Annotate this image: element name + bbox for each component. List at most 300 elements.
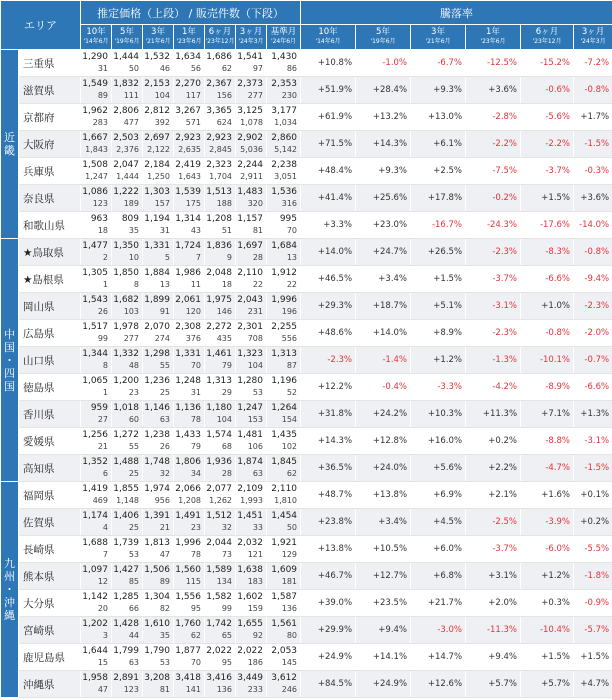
price-count-cell xyxy=(81,455,112,482)
sales-count: 73 xyxy=(221,550,232,559)
price-count-cell xyxy=(236,266,267,293)
price-count-cell xyxy=(236,509,267,536)
change-rate: +0.3% xyxy=(521,590,574,617)
estimated-price: 995 xyxy=(279,214,298,224)
estimated-price: 2,077 xyxy=(206,484,232,494)
estimated-price: 1,962 xyxy=(82,106,108,116)
change-rate: -1.5% xyxy=(574,131,612,158)
sales-count: 1,810 xyxy=(274,496,298,505)
change-rate: +12.8% xyxy=(356,428,411,455)
prefecture-name: 和歌山県 xyxy=(19,212,81,239)
sales-count: 31 xyxy=(159,226,170,235)
price-count-cell xyxy=(81,104,112,131)
price-count-cell xyxy=(143,482,174,509)
change-rate: +3.4% xyxy=(356,509,411,536)
price-count-cell xyxy=(81,212,112,239)
sales-count: 2,376 xyxy=(116,145,139,154)
price-col-period: 基準月 xyxy=(270,27,297,37)
sales-count: 231 xyxy=(247,307,263,316)
change-rate: -2.2% xyxy=(521,131,574,158)
table-row xyxy=(1,563,612,590)
sales-count: 283 xyxy=(92,118,108,127)
change-rate: -0.9% xyxy=(574,590,612,617)
sales-count: 121 xyxy=(247,550,263,559)
price-count-cell xyxy=(236,671,267,698)
sales-count: 70 xyxy=(190,658,201,667)
price-count-cell xyxy=(112,590,143,617)
change-rate: -17.6% xyxy=(521,212,574,239)
change-rate: +31.8% xyxy=(301,401,356,428)
estimated-price: 2,061 xyxy=(175,295,201,305)
estimated-price: 1,742 xyxy=(206,619,232,629)
price-count-cell xyxy=(205,266,236,293)
change-rate: +24.7% xyxy=(356,239,411,266)
price-count-cell xyxy=(236,77,267,104)
sales-count: 104 xyxy=(154,91,170,100)
change-rate: +13.8% xyxy=(301,536,356,563)
table-row xyxy=(1,644,612,671)
price-count-cell xyxy=(267,50,301,77)
price-count-cell xyxy=(205,347,236,374)
sales-count: 104 xyxy=(216,415,232,424)
estimated-price: 2,806 xyxy=(113,106,139,116)
estimated-price: 2,812 xyxy=(144,106,170,116)
estimated-price: 1,832 xyxy=(113,79,139,89)
table-row xyxy=(1,617,612,644)
price-count-cell xyxy=(236,401,267,428)
sales-count: 277 xyxy=(123,334,139,343)
price-count-cell xyxy=(236,185,267,212)
estimated-price: 1,280 xyxy=(237,376,263,386)
sales-count: 85 xyxy=(128,577,139,586)
table-row xyxy=(1,455,612,482)
sales-count: 154 xyxy=(281,415,298,424)
sales-count: 21 xyxy=(159,523,170,532)
estimated-price: 2,923 xyxy=(175,133,201,143)
region-label xyxy=(1,482,19,698)
change-rate: +21.7% xyxy=(411,590,466,617)
estimated-price: 1,136 xyxy=(175,403,201,413)
change-rate: +5.6% xyxy=(411,455,466,482)
sales-count: 22 xyxy=(252,280,263,289)
price-count-cell xyxy=(143,320,174,347)
change-rate: +10.8% xyxy=(301,50,356,77)
estimated-price: 1,272 xyxy=(113,430,139,440)
price-col-period: 10年 xyxy=(86,27,106,37)
sales-count: 79 xyxy=(190,442,201,451)
sales-count: 79 xyxy=(221,361,232,370)
sales-count: 70 xyxy=(286,226,298,235)
change-rate: +5.7% xyxy=(466,671,521,698)
change-rate: +24.2% xyxy=(356,401,411,428)
change-rate: -15.2% xyxy=(521,50,574,77)
sales-count: 2,845 xyxy=(209,145,232,154)
price-count-cell xyxy=(81,239,112,266)
estimated-price: 1,406 xyxy=(113,511,139,521)
sales-count: 81 xyxy=(252,226,263,235)
change-col-period: 6ヶ月 xyxy=(535,27,559,37)
sales-count: 115 xyxy=(185,577,201,586)
change-rate: +14.0% xyxy=(356,320,411,347)
price-count-cell xyxy=(174,374,205,401)
change-rate: -16.7% xyxy=(411,212,466,239)
estimated-price: 1,303 xyxy=(144,187,170,197)
estimated-price: 1,543 xyxy=(82,295,108,305)
price-count-cell xyxy=(267,482,301,509)
sales-count: 123 xyxy=(123,685,139,694)
change-rate: -14.0% xyxy=(574,212,612,239)
change-rate: +84.5% xyxy=(301,671,356,698)
prefecture-name: 岡山県 xyxy=(19,293,81,320)
estimated-price: 1,290 xyxy=(82,52,108,62)
sales-count: 376 xyxy=(185,334,201,343)
sales-count: 25 xyxy=(128,469,139,478)
price-count-cell xyxy=(205,320,236,347)
price-group-header: 推定価格（上段） / 販売件数（下段） xyxy=(81,1,301,25)
price-col-date: '14年6月 xyxy=(83,38,109,45)
sales-count: 145 xyxy=(281,658,298,667)
change-rate: +14.7% xyxy=(411,644,466,671)
estimated-price: 1,836 xyxy=(206,241,232,251)
sales-count: 68 xyxy=(221,442,232,451)
sales-count: 277 xyxy=(247,91,263,100)
change-rate: -0.7% xyxy=(574,347,612,374)
estimated-price: 1,556 xyxy=(175,592,201,602)
prefecture-name: 兵庫県 xyxy=(19,158,81,185)
change-rate: -1.5% xyxy=(574,455,612,482)
estimated-price: 2,022 xyxy=(206,646,232,656)
estimated-price: 1,697 xyxy=(237,241,263,251)
sales-count: 320 xyxy=(247,199,263,208)
price-count-cell xyxy=(205,212,236,239)
estimated-price: 3,365 xyxy=(206,106,232,116)
price-count-cell xyxy=(267,536,301,563)
sales-count: 181 xyxy=(281,577,298,586)
price-count-cell xyxy=(174,428,205,455)
sales-count: 12 xyxy=(97,577,108,586)
estimated-price: 1,724 xyxy=(175,241,201,251)
sales-count: 26 xyxy=(159,442,170,451)
estimated-price: 1,602 xyxy=(237,592,263,602)
prefecture-name: 熊本県 xyxy=(19,563,81,590)
prefecture-name: 大分県 xyxy=(19,590,81,617)
sales-count: 31 xyxy=(97,64,108,73)
change-rate: -3.7% xyxy=(466,536,521,563)
sales-count: 1,704 xyxy=(209,172,232,181)
estimated-price: 1,331 xyxy=(175,349,201,359)
change-rate: -2.0% xyxy=(574,320,612,347)
sales-count: 31 xyxy=(190,388,201,397)
price-col-date: '24年6月 xyxy=(270,38,297,45)
estimated-price: 1,634 xyxy=(175,52,201,62)
price-count-cell xyxy=(236,563,267,590)
estimated-price: 1,975 xyxy=(206,295,232,305)
estimated-price: 1,488 xyxy=(113,457,139,467)
sales-count: 146 xyxy=(216,307,232,316)
estimated-price: 1,688 xyxy=(82,538,108,548)
prefecture-name: 徳島県 xyxy=(19,374,81,401)
table-row xyxy=(1,428,612,455)
sales-count: 92 xyxy=(252,631,263,640)
change-rate: -3.7% xyxy=(521,158,574,185)
table-row xyxy=(1,131,612,158)
region-label-char: ・ xyxy=(4,353,15,367)
price-count-cell xyxy=(205,293,236,320)
price-count-cell xyxy=(81,590,112,617)
estimated-price: 1,610 xyxy=(144,619,170,629)
change-rate: +10.3% xyxy=(411,401,466,428)
price-col-period: 3ヶ月 xyxy=(239,27,263,37)
prefecture-name: 三重県 xyxy=(19,50,81,77)
estimated-price: 3,267 xyxy=(175,106,201,116)
change-rate: +2.0% xyxy=(466,590,521,617)
estimated-price: 1,331 xyxy=(144,241,170,251)
estimated-price: 3,177 xyxy=(271,106,298,116)
estimated-price: 2,022 xyxy=(237,646,263,656)
estimated-price: 1,435 xyxy=(271,430,298,440)
change-rate: +5.1% xyxy=(411,293,466,320)
price-count-cell xyxy=(81,671,112,698)
estimated-price: 1,419 xyxy=(82,484,108,494)
price-count-cell xyxy=(205,590,236,617)
price-count-cell xyxy=(81,50,112,77)
change-rate: +28.4% xyxy=(356,77,411,104)
estimated-price: 1,142 xyxy=(82,592,108,602)
table-row xyxy=(1,320,612,347)
price-col-date: '19年6月 xyxy=(114,38,140,45)
price-count-cell xyxy=(112,374,143,401)
price-count-cell xyxy=(205,428,236,455)
change-rate: -2.8% xyxy=(466,104,521,131)
price-count-cell xyxy=(112,563,143,590)
price-col-period: 6ヶ月 xyxy=(208,27,232,37)
sales-count: 22 xyxy=(286,280,298,289)
estimated-price: 1,541 xyxy=(237,52,263,62)
sales-count: 392 xyxy=(154,118,170,127)
price-count-cell xyxy=(143,617,174,644)
price-col-date: '23年6月 xyxy=(176,38,202,45)
estimated-price: 1,790 xyxy=(144,646,170,656)
price-count-cell xyxy=(174,239,205,266)
sales-count: 28 xyxy=(252,253,263,262)
price-count-cell xyxy=(236,482,267,509)
estimated-price: 2,373 xyxy=(237,79,263,89)
price-count-cell xyxy=(143,590,174,617)
change-rate: +23.0% xyxy=(356,212,411,239)
estimated-price: 2,153 xyxy=(144,79,170,89)
sales-count: 2,122 xyxy=(147,145,170,154)
price-count-cell xyxy=(174,401,205,428)
sales-count: 47 xyxy=(159,550,170,559)
sales-count: 89 xyxy=(159,577,170,586)
sales-count: 102 xyxy=(281,442,298,451)
price-col-header xyxy=(112,25,143,50)
sales-count: 246 xyxy=(281,685,298,694)
sales-count: 66 xyxy=(128,604,139,613)
table-row xyxy=(1,104,612,131)
price-count-cell xyxy=(267,266,301,293)
sales-count: 5,036 xyxy=(240,145,263,154)
change-rate: +1.6% xyxy=(521,482,574,509)
price-count-cell xyxy=(267,563,301,590)
price-count-cell xyxy=(81,509,112,536)
change-col-period: 3ヶ月 xyxy=(581,27,605,37)
prefecture-name: 滋賀県 xyxy=(19,77,81,104)
price-count-cell xyxy=(267,590,301,617)
region-label-char: ・ xyxy=(4,583,15,596)
estimated-price: 1,332 xyxy=(113,349,139,359)
change-rate: +29.9% xyxy=(301,617,356,644)
price-count-cell xyxy=(267,428,301,455)
price-count-cell xyxy=(81,77,112,104)
change-rate: +39.0% xyxy=(301,590,356,617)
sales-count: 106 xyxy=(247,442,263,451)
sales-count: 91 xyxy=(159,307,170,316)
change-rate: +2.2% xyxy=(466,455,521,482)
sales-count: 62 xyxy=(221,64,232,73)
estimated-price: 1,686 xyxy=(206,52,232,62)
change-rate: +41.4% xyxy=(301,185,356,212)
change-col-period: 10年 xyxy=(318,27,338,37)
prefecture-name: 高知県 xyxy=(19,455,81,482)
table-row xyxy=(1,50,612,77)
sales-count: 1,148 xyxy=(116,496,139,505)
sales-count: 1,262 xyxy=(209,496,232,505)
estimated-price: 2,184 xyxy=(144,160,170,170)
change-rate: +25.6% xyxy=(356,185,411,212)
change-rate: +1.7% xyxy=(574,104,612,131)
change-rate: +2.1% xyxy=(466,482,521,509)
price-count-cell xyxy=(112,293,143,320)
change-col-date: '21年6月 xyxy=(425,38,451,45)
region-label xyxy=(1,239,19,482)
change-col-header xyxy=(356,25,411,50)
price-count-cell xyxy=(267,374,301,401)
estimated-price: 1,974 xyxy=(144,484,170,494)
sales-count: 196 xyxy=(281,307,298,316)
price-count-cell xyxy=(143,428,174,455)
table-row xyxy=(1,509,612,536)
estimated-price: 3,449 xyxy=(237,673,263,683)
change-col-period: 5年 xyxy=(376,27,390,37)
sales-count: 70 xyxy=(190,361,201,370)
price-count-cell xyxy=(236,104,267,131)
price-count-cell xyxy=(112,104,143,131)
price-count-cell xyxy=(267,671,301,698)
estimated-price: 1,202 xyxy=(82,619,108,629)
change-rate: -3.1% xyxy=(574,428,612,455)
change-rate: +51.9% xyxy=(301,77,356,104)
change-rate: -0.3% xyxy=(574,158,612,185)
region-label-char: 四 xyxy=(4,366,15,380)
change-rate: +18.7% xyxy=(356,293,411,320)
change-rate: +10.5% xyxy=(356,536,411,563)
change-rate: -1.8% xyxy=(574,563,612,590)
prefecture-name: ★鳥取県 xyxy=(19,239,81,266)
change-rate: -24.3% xyxy=(466,212,521,239)
table-row xyxy=(1,401,612,428)
prefecture-name: 京都府 xyxy=(19,104,81,131)
estimated-price: 2,032 xyxy=(237,538,263,548)
price-count-cell xyxy=(267,239,301,266)
sales-count: 1,208 xyxy=(178,496,201,505)
price-col-date: '24年3月 xyxy=(238,38,264,45)
estimated-price: 2,419 xyxy=(175,160,201,170)
sales-count: 50 xyxy=(128,64,139,73)
sales-count: 469 xyxy=(92,496,108,505)
sales-count: 624 xyxy=(216,118,232,127)
price-count-cell xyxy=(143,239,174,266)
estimated-price: 2,047 xyxy=(113,160,139,170)
estimated-price: 2,053 xyxy=(271,646,298,656)
table-row xyxy=(1,590,612,617)
price-count-cell xyxy=(267,617,301,644)
price-count-cell xyxy=(143,104,174,131)
sales-count: 7 xyxy=(195,253,201,262)
sales-count: 117 xyxy=(185,91,201,100)
estimated-price: 1,532 xyxy=(144,52,170,62)
sales-count: 53 xyxy=(128,550,139,559)
region-label xyxy=(1,50,19,239)
change-rate: +3.3% xyxy=(301,212,356,239)
change-rate: +8.9% xyxy=(411,320,466,347)
change-rate: +16.0% xyxy=(411,428,466,455)
change-group-header: 騰落率 xyxy=(301,1,612,25)
sales-count: 156 xyxy=(216,91,232,100)
price-count-cell xyxy=(112,50,143,77)
change-rate: +12.2% xyxy=(301,374,356,401)
price-count-cell xyxy=(205,509,236,536)
change-rate: +14.3% xyxy=(356,131,411,158)
estimated-price: 1,344 xyxy=(82,349,108,359)
estimated-price: 1,256 xyxy=(82,430,108,440)
estimated-price: 2,923 xyxy=(206,133,232,143)
price-count-cell xyxy=(112,509,143,536)
sales-count: 10 xyxy=(128,253,139,262)
table-row xyxy=(1,185,612,212)
change-rate: -8.8% xyxy=(521,428,574,455)
change-rate: +1.2% xyxy=(411,347,466,374)
estimated-price: 1,684 xyxy=(271,241,298,251)
price-count-cell xyxy=(143,212,174,239)
estimated-price: 1,855 xyxy=(113,484,139,494)
sales-count: 60 xyxy=(128,415,139,424)
change-rate: +11.3% xyxy=(466,401,521,428)
estimated-price: 2,066 xyxy=(175,484,201,494)
sales-count: 46 xyxy=(159,64,170,73)
sales-count: 274 xyxy=(154,334,170,343)
price-count-cell xyxy=(205,401,236,428)
sales-count: 55 xyxy=(159,361,170,370)
sales-count: 956 xyxy=(154,496,170,505)
change-rate: +29.3% xyxy=(301,293,356,320)
change-rate: -12.5% xyxy=(466,50,521,77)
region-label-char: 九 xyxy=(4,557,15,570)
prefecture-name: 沖縄県 xyxy=(19,671,81,698)
estimated-price: 3,612 xyxy=(271,673,298,683)
price-col-header xyxy=(81,25,112,50)
estimated-price: 3,418 xyxy=(175,673,201,683)
change-rate: -2.5% xyxy=(466,509,521,536)
change-rate: -3.9% xyxy=(521,509,574,536)
price-count-cell xyxy=(205,131,236,158)
sales-count: 80 xyxy=(286,631,298,640)
change-rate: +36.5% xyxy=(301,455,356,482)
change-rate: +9.4% xyxy=(466,644,521,671)
price-count-cell xyxy=(267,401,301,428)
price-count-cell xyxy=(267,347,301,374)
region-label-char: 沖 xyxy=(4,596,15,609)
